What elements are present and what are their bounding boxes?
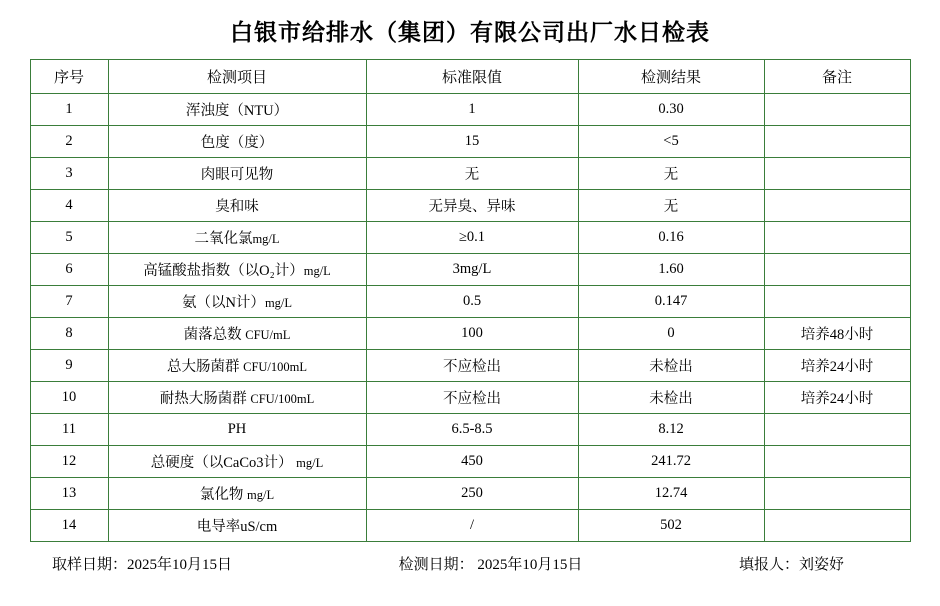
- cell-seq: 8: [30, 318, 108, 350]
- cell-limit: 100: [366, 318, 578, 350]
- cell-remark: [764, 190, 910, 222]
- cell-result: 12.74: [578, 478, 764, 510]
- cell-item: [108, 286, 366, 318]
- cell-remark: [764, 414, 910, 446]
- cell-seq: 3: [30, 158, 108, 190]
- test-date: 检测日期： 2025年10月15日: [398, 557, 583, 573]
- cell-item: [108, 414, 366, 446]
- cell-result: 0.147: [578, 286, 764, 318]
- table-row: [30, 478, 910, 510]
- cell-item-name: 菌落总数: [183, 327, 242, 343]
- table-row: [30, 510, 910, 542]
- cell-result: 未检出: [578, 382, 764, 414]
- cell-limit: 3mg/L: [366, 254, 578, 286]
- cell-remark: 培养24小时: [764, 350, 910, 382]
- cell-result: 无: [578, 190, 764, 222]
- cell-item-unit: CFU/100mL: [250, 392, 315, 406]
- cell-remark: [764, 478, 910, 510]
- table-row: [30, 446, 910, 478]
- cell-item: [108, 254, 366, 286]
- table-header: [30, 60, 910, 94]
- cell-item-name: 色度（度）: [200, 135, 274, 151]
- cell-item: [108, 446, 366, 478]
- table-row: [30, 414, 910, 446]
- cell-seq: 1: [30, 94, 108, 126]
- cell-limit: 不应检出: [366, 382, 578, 414]
- cell-item: [108, 382, 366, 414]
- cell-item-unit: CFU/100mL: [243, 360, 308, 374]
- table-row: [30, 158, 910, 190]
- cell-remark: [764, 222, 910, 254]
- cell-item-name: 总硬度（以CaCo3计）: [150, 455, 293, 471]
- reporter-name: 填报人：刘姿妤: [738, 557, 844, 573]
- cell-limit: /: [366, 510, 578, 542]
- cell-limit: 450: [366, 446, 578, 478]
- cell-remark: 培养24小时: [764, 382, 910, 414]
- cell-item: [108, 510, 366, 542]
- cell-item-unit: mg/L: [252, 232, 280, 246]
- column-header-item: 检测项目: [108, 60, 366, 94]
- cell-result: 0.30: [578, 94, 764, 126]
- cell-item: [108, 318, 366, 350]
- cell-item-unit: mg/L: [247, 488, 275, 502]
- cell-limit: 无: [366, 158, 578, 190]
- table-row: [30, 286, 910, 318]
- page-title: 白银市给排水（集团）有限公司出厂水日检表: [230, 20, 710, 45]
- cell-limit: ≥0.1: [366, 222, 578, 254]
- cell-item: [108, 126, 366, 158]
- cell-result: 1.60: [578, 254, 764, 286]
- cell-item: [108, 190, 366, 222]
- cell-item-name: 浑浊度（NTU）: [185, 103, 289, 119]
- cell-item-name: 电导率uS/cm: [196, 519, 278, 535]
- cell-limit: 1: [366, 94, 578, 126]
- cell-result: 未检出: [578, 350, 764, 382]
- cell-seq: 9: [30, 350, 108, 382]
- cell-item-name: 肉眼可见物: [200, 167, 274, 183]
- cell-limit: 无异臭、异味: [366, 190, 578, 222]
- cell-item-name: 高锰酸盐指数（以O₂计）: [143, 263, 304, 279]
- table-row: [30, 318, 910, 350]
- cell-item-unit: CFU/mL: [245, 328, 291, 342]
- cell-result: 241.72: [578, 446, 764, 478]
- water-quality-table: [30, 59, 911, 542]
- cell-remark: 培养48小时: [764, 318, 910, 350]
- table-body: [30, 94, 910, 542]
- cell-seq: 7: [30, 286, 108, 318]
- cell-result: 502: [578, 510, 764, 542]
- cell-item: [108, 94, 366, 126]
- cell-seq: 14: [30, 510, 108, 542]
- cell-item-unit: mg/L: [303, 264, 331, 278]
- cell-limit: 不应检出: [366, 350, 578, 382]
- cell-item-name: 耐热大肠菌群: [159, 391, 247, 407]
- cell-item-unit: mg/L: [264, 296, 293, 310]
- cell-remark: [764, 126, 910, 158]
- table-row: [30, 190, 910, 222]
- cell-limit: 0.5: [366, 286, 578, 318]
- cell-item-unit: mg/L: [296, 456, 324, 470]
- cell-result: 无: [578, 158, 764, 190]
- cell-item: [108, 158, 366, 190]
- cell-result: 0.16: [578, 222, 764, 254]
- cell-remark: [764, 94, 910, 126]
- table-row: [30, 94, 910, 126]
- cell-remark: [764, 158, 910, 190]
- cell-remark: [764, 446, 910, 478]
- cell-limit: 6.5-8.5: [366, 414, 578, 446]
- cell-seq: 5: [30, 222, 108, 254]
- cell-limit: 250: [366, 478, 578, 510]
- cell-remark: [764, 510, 910, 542]
- cell-seq: 10: [30, 382, 108, 414]
- cell-result: <5: [578, 126, 764, 158]
- cell-item-name: 总大肠菌群: [166, 359, 240, 375]
- column-header-remark: 备注: [764, 60, 910, 94]
- column-header-result: 检测结果: [578, 60, 764, 94]
- cell-result: 0: [578, 318, 764, 350]
- cell-item-name: PH: [227, 421, 247, 437]
- column-header-seq: 序号: [30, 60, 108, 94]
- table-row: [30, 382, 910, 414]
- report-footer: [30, 542, 910, 574]
- cell-item-name: 氨（以N计）: [181, 295, 265, 311]
- cell-seq: 2: [30, 126, 108, 158]
- cell-limit: 15: [366, 126, 578, 158]
- cell-seq: 6: [30, 254, 108, 286]
- table-row: [30, 126, 910, 158]
- cell-item: [108, 478, 366, 510]
- cell-remark: [764, 254, 910, 286]
- cell-item: [108, 222, 366, 254]
- cell-seq: 11: [30, 414, 108, 446]
- column-header-limit: 标准限值: [366, 60, 578, 94]
- cell-seq: 4: [30, 190, 108, 222]
- cell-item-name: 氯化物: [199, 487, 244, 503]
- cell-item-name: 二氧化氯: [194, 231, 253, 247]
- table-row: [30, 222, 910, 254]
- table-row: [30, 350, 910, 382]
- table-header-row: [30, 60, 910, 94]
- cell-result: 8.12: [578, 414, 764, 446]
- table-row: [30, 254, 910, 286]
- sampling-date: 取样日期：2025年10月15日: [52, 557, 233, 573]
- cell-item-name: 臭和味: [215, 199, 259, 215]
- cell-seq: 13: [30, 478, 108, 510]
- cell-remark: [764, 286, 910, 318]
- cell-item: [108, 350, 366, 382]
- cell-seq: 12: [30, 446, 108, 478]
